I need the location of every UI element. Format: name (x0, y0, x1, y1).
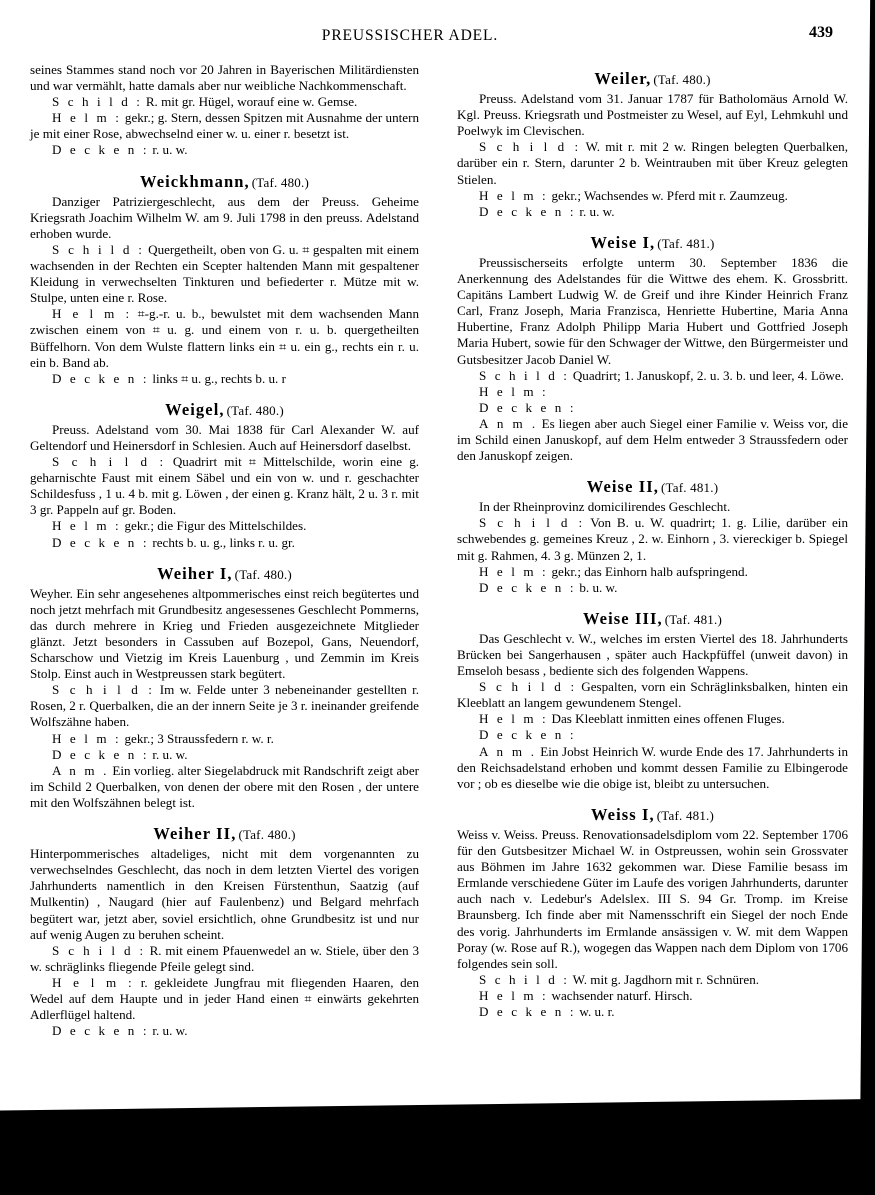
decken-text: r. u. w. (149, 1023, 188, 1039)
helm-line (457, 564, 848, 580)
schild-text-a: Quergetheilt, oben von G. u. (144, 241, 303, 257)
black-tincture-sign: ⌗ (181, 370, 189, 386)
schild-text: Quadrirt; 1. Januskopf, 2. u. 3. b. und leer, 4. Löwe. (569, 367, 844, 383)
entry-weickhmann (30, 171, 419, 387)
entry-continued (30, 62, 419, 159)
anmerkung-text: Ein vorlieg. alter Siegelabdruck mit Randschrift zeigt aber im Schild 2 Querbalken, von denen der obere mit den Rosen , der untere mit den Wolfszähnen belegt ist. (30, 762, 419, 810)
entry-body: Hinterpommerisches altadeliges, nicht mit dem vorgenannten zu verwechselndes Geschlecht, das noch in dem letzten Viertel des vorigen Jahrhunderts namentlich in den Kreisen Fürstenthun, Saatzig (auf Mulkentin) , Naugard (hier auf Faulenbenz) und Belgard mehrfach begütert war, jetzt aber, soviel ersichtlich, ohne Grundbesitz ist und nur auf wenig Augen zu beruhen scheint. (30, 846, 419, 942)
helm-line (30, 306, 419, 370)
black-tincture-sign: ⌗ (137, 306, 145, 322)
helm-label: H e l m : (52, 730, 122, 746)
entry-heading (30, 171, 419, 191)
helm-text-c: u. g. und einem von r. u. b. quergetheilten Büffelhorn. Von dem Wulste flattern links ein (30, 322, 419, 354)
decken-line (30, 535, 419, 551)
helm-line (457, 188, 848, 204)
schild-line (30, 94, 419, 110)
black-tincture-sign: ⌗ (302, 241, 310, 257)
schild-line (30, 454, 419, 518)
entry-body: Weyher. Ein sehr angesehenes altpommerisches einst reich begütertes und noch jetzt mehrfach mit Grundbesitz angesessenes Geschlecht Pommerns, das durch mehrere in Krieg und Frieden ausgezeichnete Mitglieder glänzt. Jetzt besonders in Cassuben auf Bozepol, Gans, Neuendorf, Scharschow und Vietzig im Kreis Lauenburg , und Zemmin im Kreis Stolp. Einst auch in Westpreussen stark begütert. (30, 585, 419, 682)
family-name: Weise I, (590, 232, 656, 252)
entry-heading (457, 608, 848, 628)
family-name: Weigel, (165, 399, 225, 419)
helm-label: H e l m : (479, 563, 549, 579)
entry-heading (30, 399, 419, 419)
family-name: Weiher II, (153, 824, 237, 844)
entry-body: Weiss v. Weiss. Preuss. Renovationsadelsdiplom vom 22. September 1706 für den Gutsbesitzer Michael W. in Ostpreussen, wohin sein Grossvater aus Böhmen im Jahre 1632 gekommen war. Diese Familie besass im Ermlande verschiedene Güter im Laufe des vorigen Jahrhunderts, darunter auch nach v. Ledebur's Adelslex. III S. 94 Gr. Tromp. im Kreise Braunsberg. Ich finde aber mit Namensschrift ein Siegel der noch Ende des vorig. Jahrhunderts im Ermlande ansässigen v. W. mit dem Wappen Poray (w. Rose auf R.), wogegen das Wappen nach dem Diplom von 1706 folgendes sein soll. (457, 826, 848, 971)
entry-weise-i (457, 232, 849, 464)
family-name: Weickhmann, (140, 171, 250, 191)
family-name: Weise II, (586, 477, 659, 497)
entry-body: In der Rheinprovinz domicilirendes Geschlecht. (479, 499, 731, 515)
entry-body: Danziger Patriziergeschlecht, aus dem der Preuss. Geheime Kriegsrath Joachim Wilhelm W. am 9. Juli 1798 in den preuss. Adelstand erhoben wurde. (30, 193, 419, 241)
decken-text: r. u. w. (149, 746, 188, 762)
helm-line (457, 711, 848, 727)
helm-label: H e l m : (52, 110, 122, 126)
decken-label: D e c k e n : (479, 399, 577, 415)
entry-heading (457, 479, 848, 496)
decken-label: D e c k e n : (52, 370, 150, 386)
schild-text: Im w. Felde unter 3 nebeneinander gestellten r. Rosen, 2 r. Querbalken, die an der innern Seite je 3 r. ineinander greifende Wolfszähne haben. (30, 682, 420, 730)
anmerkung-text: Es liegen aber auch Siegel einer Familie v. Weiss vor, die im Schild einen Januskopf, auf dem Helm entweder 3 Straussfedern oder den Januskopf zeigen. (457, 415, 849, 464)
helm-label: H e l m : (479, 711, 549, 727)
entry-weigel (30, 399, 420, 551)
black-tincture-sign: ⌗ (248, 454, 256, 470)
entry-weise-iii (457, 608, 848, 792)
plate-reference: (Taf. 480.) (238, 827, 296, 843)
black-tincture-sign: ⌗ (279, 338, 287, 354)
schild-label: S c h i l d : (479, 515, 585, 531)
scan-edge-bottom (0, 1099, 875, 1195)
helm-text: gekr.; Wachsendes w. Pferd mit r. Zaumzeug. (548, 187, 788, 203)
anmerkung-label: A n m . (52, 762, 109, 778)
family-name: Weise III, (582, 608, 663, 628)
decken-label: D e c k e n : (479, 203, 577, 219)
entry-heading (457, 804, 848, 824)
entry-heading (457, 71, 848, 88)
schild-text-a: Quadrirt mit (165, 454, 249, 470)
anmerkung-label: A n m . (479, 743, 537, 759)
schild-line (457, 139, 848, 187)
decken-line (457, 400, 848, 416)
decken-line (30, 1023, 419, 1039)
decken-line (457, 727, 848, 743)
schild-line (30, 682, 419, 730)
decken-text: r. u. w. (149, 142, 188, 158)
column-right (457, 62, 848, 1052)
helm-line (30, 731, 419, 747)
schild-label: S c h i l d : (52, 942, 146, 958)
plate-reference: (Taf. 480.) (226, 402, 284, 418)
plate-reference: (Taf. 480.) (251, 174, 309, 190)
schild-label: S c h i l d : (52, 241, 145, 257)
helm-text: gekr.; das Einhorn halb aufspringend. (548, 563, 748, 579)
helm-line (457, 988, 848, 1004)
page-number: 439 (809, 24, 833, 41)
decken-text-a: links (149, 370, 182, 386)
decken-text: w. u. r. (576, 1003, 615, 1019)
decken-line (30, 142, 419, 158)
column-left (30, 62, 419, 1052)
entry-weiler (457, 71, 848, 220)
schild-text: Gespalten, vorn ein Schräglinksbalken, hinten ein Kleeblatt an langem gewundenem Stengel. (457, 679, 848, 711)
anmerkung-line (457, 416, 848, 464)
helm-label: H e l m : (479, 187, 549, 203)
schild-line (457, 368, 848, 384)
plate-reference: (Taf. 480.) (653, 72, 711, 87)
helm-label: H e l m : (52, 974, 135, 990)
decken-text: r. u. w. (576, 203, 615, 219)
plate-reference: (Taf. 481.) (656, 807, 715, 823)
helm-line (30, 110, 419, 142)
running-head: PREUSSISCHER ADEL. (321, 27, 499, 44)
entry-heading (30, 826, 419, 843)
decken-label: D e c k e n : (52, 1023, 150, 1039)
schild-text-b: Mittelschilde, worin eine g. geharnischte Faust mit einem Säbel und ein von w. und r. geschachter Schildesfuss , 1 u. 4 b. mit g. Löwen , der einen g. Kranz hält, 2 u. 3 r. mit 3 gr. Pappeln auf gr. Boden. (30, 454, 420, 518)
entry-weise-ii (457, 479, 848, 596)
decken-label: D e c k e n : (52, 534, 150, 550)
helm-label: H e l m : (52, 518, 122, 534)
schild-label: S c h i l d : (52, 454, 166, 470)
entry-body: Preuss. Adelstand vom 31. Januar 1787 für Batholomäus Arnold W. Kgl. Preuss. Kriegsrath und Postmeister zu Wesel, auf Eyl, Lehmkuhl und Poelwyk im Clevischen. (457, 91, 848, 139)
schild-label: S c h i l d : (479, 679, 577, 695)
entry-body: Preuss. Adelstand vom 30. Mai 1838 für Carl Alexander W. auf Geltendorf und Heinersdorf in Schlesien. Auch auf Heinersdorf daselbst. (30, 421, 419, 453)
helm-text-a: r. gekleidete Jungfrau mit fliegenden Haaren, den Wedel auf dem Haupte und in jeder Hand einen (30, 974, 419, 1006)
schild-text: W. mit g. Jagdhorn mit r. Schnüren. (569, 971, 760, 987)
helm-label: H e l m : (479, 987, 549, 1003)
helm-label: H e l m : (479, 383, 549, 399)
plate-reference: (Taf. 481.) (660, 480, 719, 496)
schild-label: S c h i l d : (52, 682, 155, 698)
schild-text: R. mit einem Pfauenwedel an w. Stiele, über den 3 w. schräglinks fliegende Pfeile gelegt sind. (30, 942, 419, 974)
helm-line (30, 975, 419, 1023)
decken-text: b. u. w. (576, 579, 618, 595)
decken-label: D e c k e n : (52, 142, 150, 158)
helm-line (30, 518, 419, 534)
black-tincture-sign: ⌗ (304, 990, 312, 1006)
entry-body: seines Stammes stand noch vor 20 Jahren in Bayerischen Militärdiensten und war vermählt, hatte damals aber nur weibliche Nachkommenschaft. (30, 62, 419, 94)
plate-reference: (Taf. 481.) (657, 235, 715, 251)
anmerkung-line (30, 763, 419, 811)
family-name: Weiss I, (590, 804, 655, 824)
decken-label: D e c k e n : (479, 579, 577, 595)
entry-heading (457, 232, 848, 252)
family-name: Weiher I, (157, 563, 233, 583)
schild-text-b: gespalten mit einem wachsenden in der Rechten ein Scepter haltenden Mann mit gespaltener Kleidung in verwechselten Tinkturen und befiederter r. Mütze mit w. Stulpe, unten eine r. Rose. (30, 241, 419, 306)
decken-line (457, 204, 848, 220)
black-tincture-sign: ⌗ (152, 322, 160, 338)
helm-text: gekr.; 3 Straussfedern r. w. r. (121, 730, 274, 746)
helm-text-b: einwärts gekehrten Adlerflügel haltend. (30, 990, 419, 1023)
entry-weiher-i (30, 563, 420, 811)
anmerkung-label: A n m . (479, 415, 538, 431)
entry-heading (30, 563, 419, 583)
schild-line (457, 515, 848, 563)
anmerkung-text: Ein Jobst Heinrich W. wurde Ende des 17. Jahrhunderts in den Reichsadelstand erhoben und kommt dessen Familie zu Elbingerode vor ; ob es dieselbe wie die obige ist, bleibt zu untersuchen. (457, 743, 848, 791)
helm-text: gekr.; die Figur des Mittelschildes. (121, 518, 307, 534)
decken-label: D e c k e n : (479, 1003, 577, 1019)
anmerkung-line (457, 744, 848, 792)
schild-text: Von B. u. W. quadrirt; 1. g. Lilie, darüber ein schwebendes g. gemeines Kreuz , 2. w. Einhorn , 3. viereckiger b. Spiegel mit g. Rahmen, 4. 3 g. Münzen 2, 1. (457, 515, 848, 563)
schild-line (30, 242, 419, 306)
schild-label: S c h i l d : (52, 94, 143, 110)
helm-label: H e l m : (52, 306, 132, 322)
schild-label: S c h i l d : (479, 139, 581, 155)
helm-text: Das Kleeblatt inmitten eines offenen Fluges. (548, 711, 785, 727)
decken-text: rechts b. u. g., links r. u. gr. (149, 534, 295, 550)
schild-label: S c h i l d : (479, 367, 570, 383)
decken-line (457, 580, 848, 596)
schild-text: W. mit r. mit 2 w. Ringen belegten Querbalken, darüber ein r. Stern, darunter 2 b. Weintrauben mit über Kreuz gelegten Stielen. (457, 139, 848, 187)
plate-reference: (Taf. 480.) (234, 566, 292, 582)
entry-weiher-ii (30, 826, 419, 1039)
decken-label: D e c k e n : (52, 746, 150, 762)
scan-edge-top (0, 0, 875, 5)
decken-label: D e c k e n : (479, 727, 577, 743)
schild-line (457, 679, 848, 711)
decken-line (30, 747, 419, 763)
helm-text-d: u. ein g., rechts ein r. u. ein b. Band ab. (30, 338, 419, 370)
entry-weiss-i (457, 804, 848, 1020)
decken-text-b: u. g., rechts b. u. r (188, 370, 286, 386)
schild-label: S c h i l d : (479, 971, 570, 987)
decken-line (457, 1004, 848, 1020)
schild-line (457, 972, 848, 988)
schild-text: R. mit gr. Hügel, worauf eine w. Gemse. (142, 94, 358, 110)
text-columns (30, 62, 848, 1052)
scan-edge-right (853, 0, 875, 1140)
plate-reference: (Taf. 481.) (664, 611, 722, 627)
decken-line (30, 371, 419, 387)
helm-text: wachsender naturf. Hirsch. (548, 987, 693, 1003)
helm-text: gekr.; g. Stern, dessen Spitzen mit Ausnahme der untern je mit einer Rose, abwechselnd einer w. u. einer r. besetzt ist. (30, 110, 419, 142)
helm-text-b: -g.-r. u. b., bewulstet mit dem wachsenden Mann zwischen einem von (30, 306, 419, 338)
helm-line (457, 384, 848, 400)
entry-body: Das Geschlecht v. W., welches im ersten Viertel des 18. Jahrhunderts Brücken bei Sangerhausen , später auch Hackpfüffel (unweit davon) in Emseloh besass , bediente sich des folgenden Wappens. (457, 630, 848, 679)
schild-line (30, 943, 419, 975)
entry-body: Preussischerseits erfolgte unterm 30. September 1836 die Anerkennung des Adelstandes für die Wittwe des ehem. K. Grossbritt. Capitäns Lambert Ludwig W. de Greif und ihre Kinder Heinrich Franz Carl, Franz Joseph, Maria Franzisca, Henriette Hubertine, Maria Anna Hubertine, Franz Adolph Philipp Maria Hubert und Gottfried Joseph Maria Hubert, sowie für den Schwager der Wittwe, den Bürgermeister und Gutsbesitzer Jacob Daniel W. (457, 254, 848, 367)
family-name: Weiler, (594, 69, 652, 88)
